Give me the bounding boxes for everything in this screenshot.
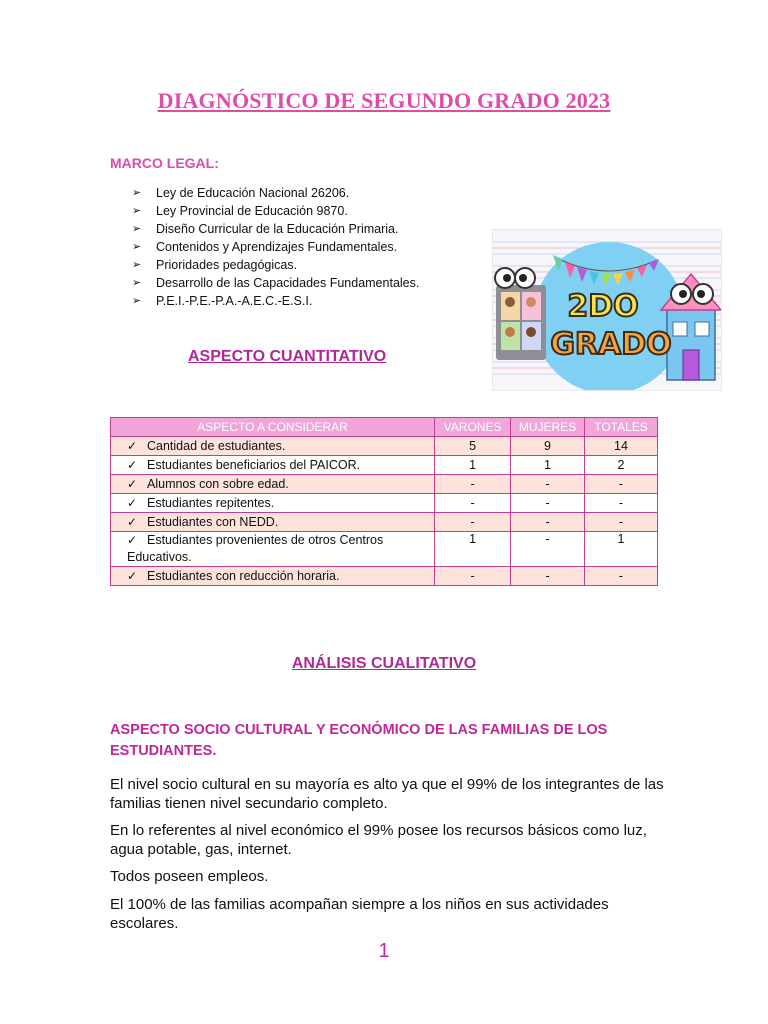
- checkmark-icon: ✓: [127, 569, 138, 583]
- table-row: ✓ Estudiantes provenientes de otros Centros Educativos. 1 - 1: [111, 532, 658, 567]
- table-header-row: [111, 418, 658, 437]
- table-row: ✓ Estudiantes con NEDD. - - -: [111, 513, 658, 532]
- checkmark-icon: ✓: [127, 477, 138, 491]
- paragraph: El 100% de las familias acompañan siempre a los niños en sus actividades escolares.: [110, 896, 609, 932]
- checkmark-icon: ✓: [127, 439, 138, 453]
- list-item: ➢ Prioridades pedagógicas.: [132, 258, 298, 272]
- paragraph: Todos poseen empleos.: [110, 868, 269, 885]
- document-title: DIAGNÓSTICO DE SEGUNDO GRADO 2023: [157, 88, 611, 113]
- arrow-bullet-icon: ➢: [132, 205, 142, 217]
- segundo-grado-banner-image: [492, 229, 722, 391]
- column-header: MUJERES: [511, 418, 585, 437]
- column-header: ASPECTO A CONSIDERAR: [111, 418, 435, 437]
- table-row: ✓ Cantidad de estudiantes. 5 9 14: [111, 437, 658, 456]
- cuantitativo-table: [110, 417, 658, 586]
- list-item: ➢ Contenidos y Aprendizajes Fundamentales.: [132, 240, 398, 254]
- page-number: 1: [378, 940, 390, 962]
- arrow-bullet-icon: ➢: [132, 295, 142, 307]
- list-item: ➢ Ley Provincial de Educación 9870.: [132, 204, 348, 218]
- table-row: ✓ Estudiantes beneficiarios del PAICOR. 1 1 2: [111, 456, 658, 475]
- banner-illustration: [493, 230, 721, 390]
- checkmark-icon: ✓: [127, 458, 138, 472]
- arrow-bullet-icon: ➢: [132, 277, 142, 289]
- marco-legal-heading: MARCO LEGAL:: [110, 155, 219, 171]
- paragraph: En lo referentes al nivel económico el 99% posee los recursos básicos como luz, agua potable, gas, internet.: [110, 822, 647, 858]
- banner-line1: 2DO: [567, 289, 639, 324]
- list-item: ➢ P.E.I.-P.E.-P.A.-A.E.C.-E.S.I.: [132, 294, 313, 308]
- marco-legal-list: [132, 184, 419, 310]
- socio-cultural-heading: ASPECTO SOCIO CULTURAL Y ECONÓMICO DE LAS FAMILIAS DE LOS ESTUDIANTES.: [110, 722, 608, 759]
- checkmark-icon: ✓: [127, 515, 138, 529]
- column-header: VARONES: [435, 418, 511, 437]
- column-header: TOTALES: [585, 418, 658, 437]
- list-item: ➢ Ley de Educación Nacional 26206.: [132, 186, 350, 200]
- table-row: ✓ Estudiantes con reducción horaria. - - -: [111, 567, 658, 586]
- list-item: ➢ Diseño Curricular de la Educación Primaria.: [132, 222, 399, 236]
- checkmark-icon: ✓: [127, 496, 138, 510]
- aspecto-cuantitativo-heading: ASPECTO CUANTITATIVO: [188, 348, 387, 365]
- analisis-cualitativo-heading: ANÁLISIS CUALITATIVO: [291, 655, 477, 672]
- arrow-bullet-icon: ➢: [132, 187, 142, 199]
- checkmark-icon: ✓: [127, 533, 138, 547]
- banner-line2: GRADO: [550, 327, 672, 362]
- arrow-bullet-icon: ➢: [132, 241, 142, 253]
- list-item: ➢ Desarrollo de las Capacidades Fundamentales.: [132, 276, 420, 290]
- arrow-bullet-icon: ➢: [132, 223, 142, 235]
- arrow-bullet-icon: ➢: [132, 259, 142, 271]
- paragraph: El nivel socio cultural en su mayoría es alto ya que el 99% de los integrantes de las familias tienen nivel secundario completo.: [110, 776, 664, 812]
- table-row: ✓ Estudiantes repitentes. - - -: [111, 494, 658, 513]
- table-row: ✓ Alumnos con sobre edad. - - -: [111, 475, 658, 494]
